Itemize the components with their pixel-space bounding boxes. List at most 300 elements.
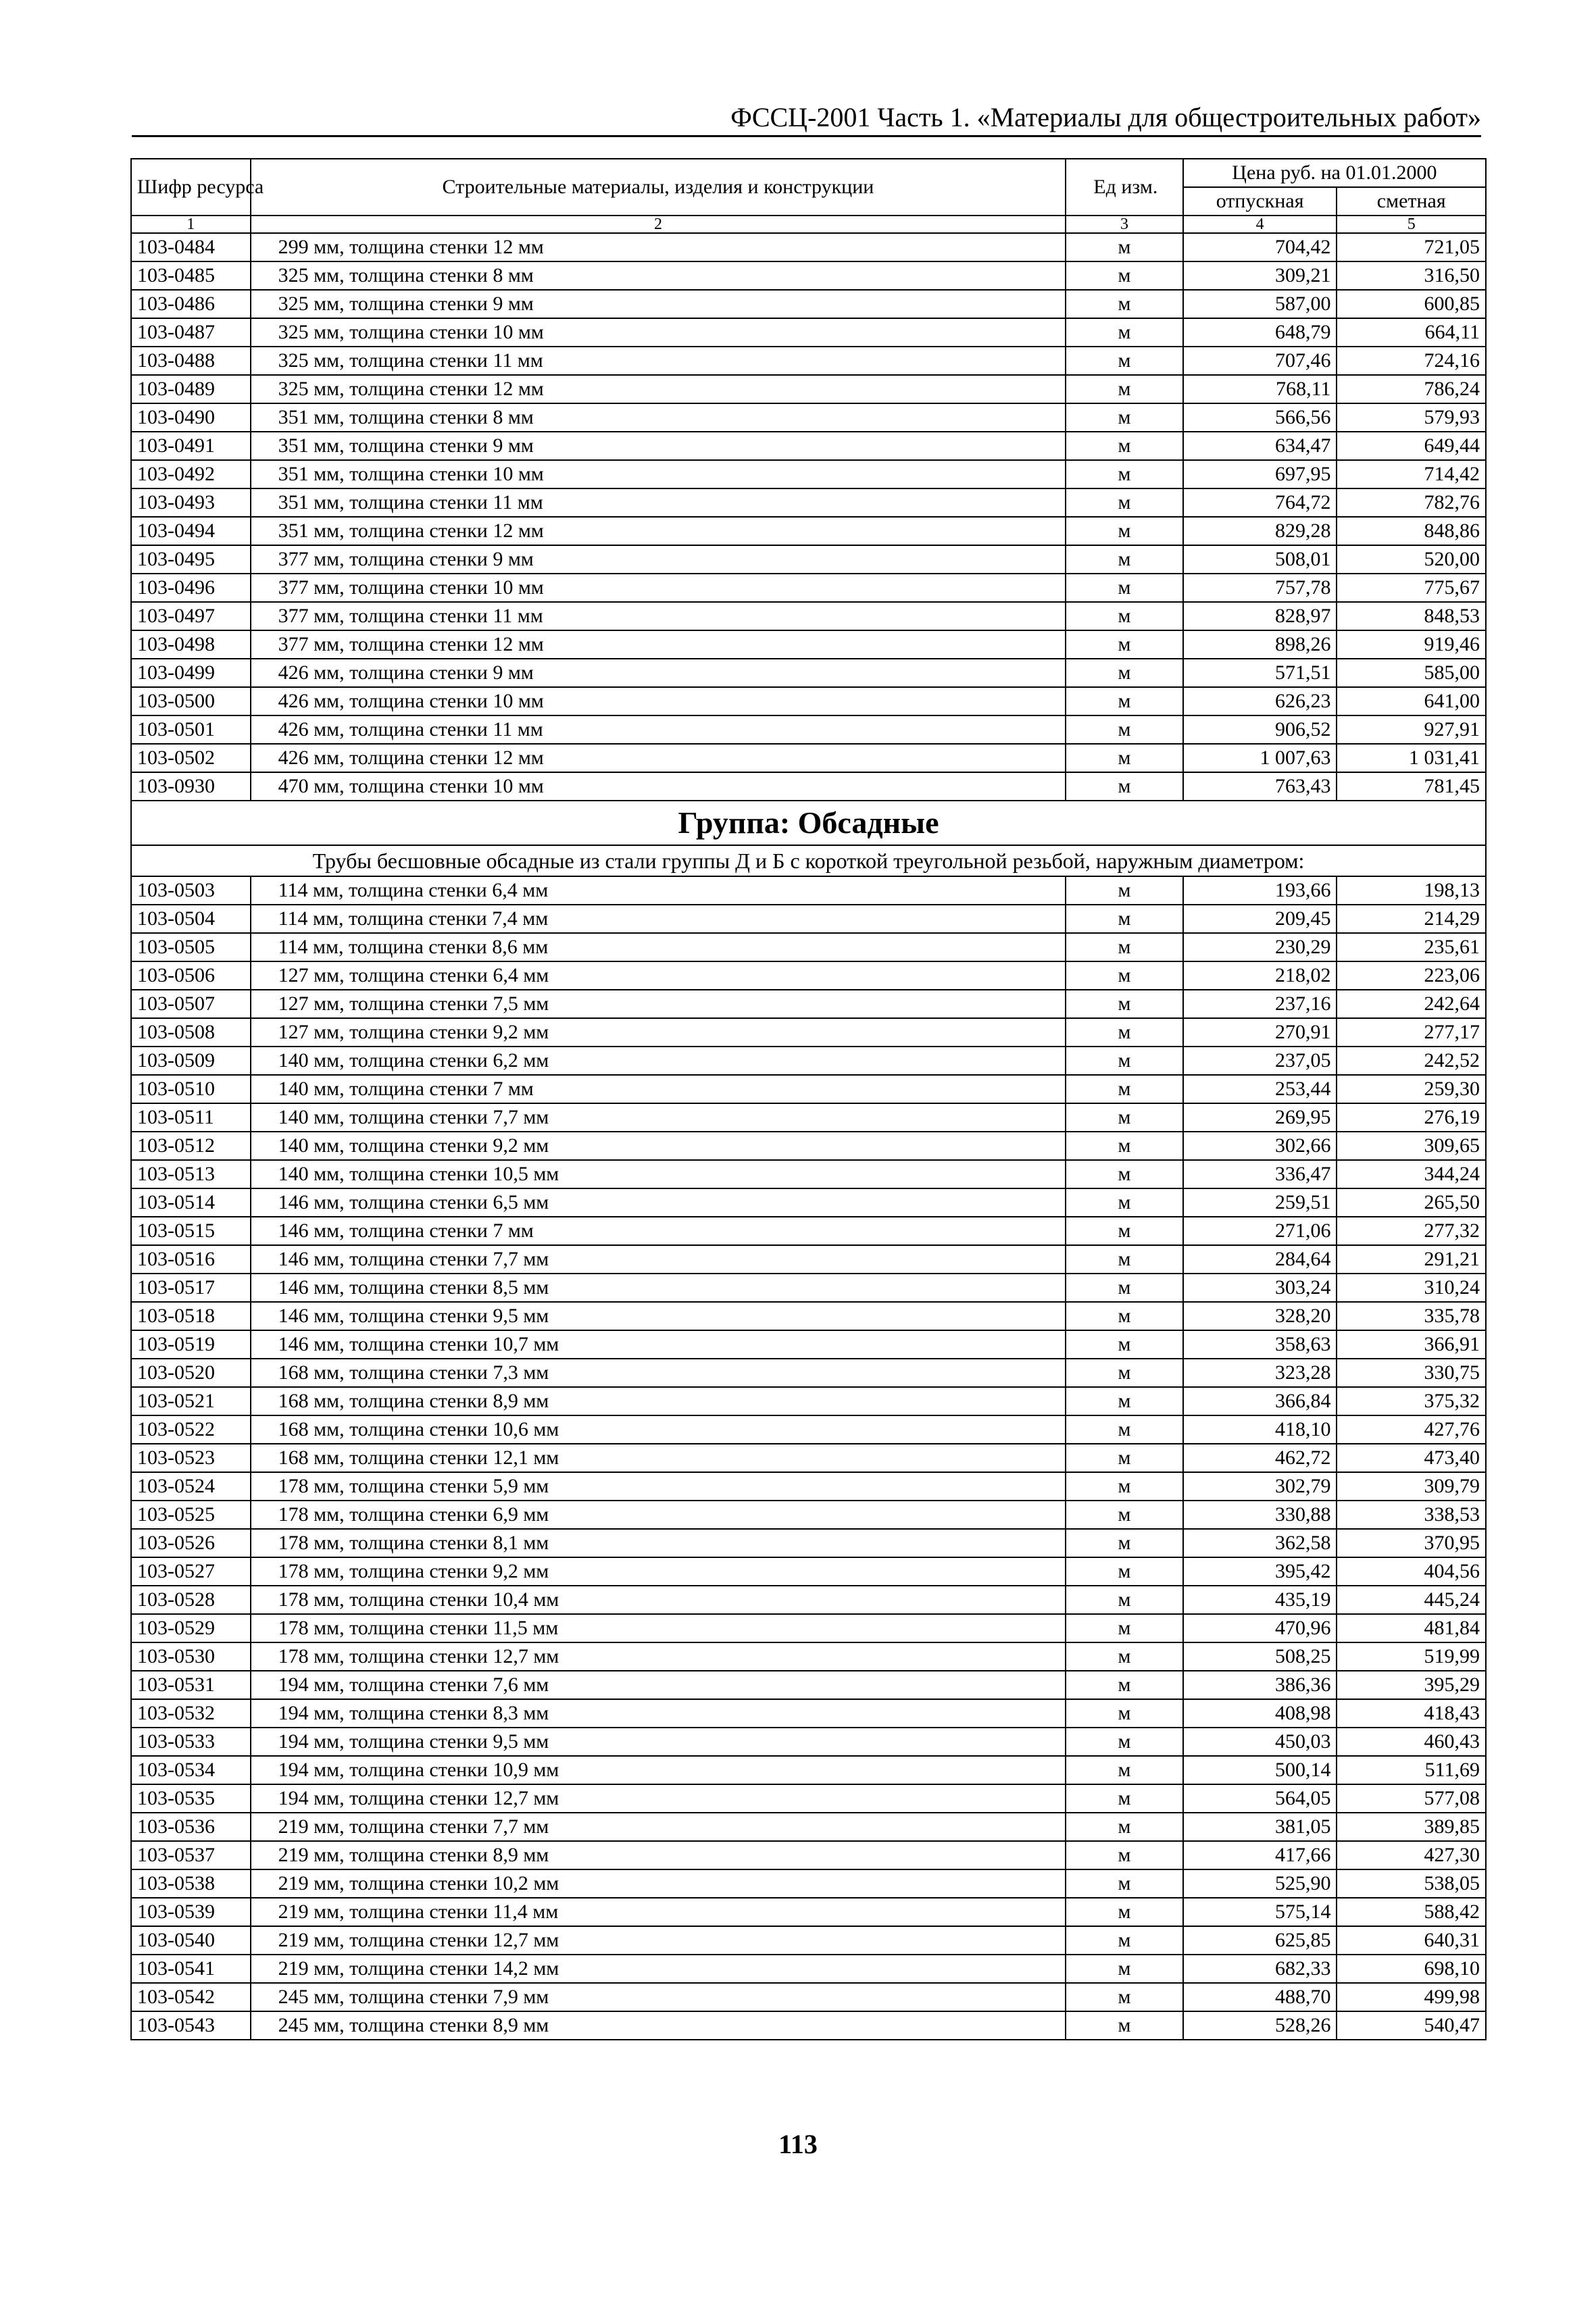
cell-unit: м	[1066, 318, 1183, 347]
cell-unit: м	[1066, 933, 1183, 961]
price-table	[130, 158, 1487, 2040]
cell-price-estimate: 641,00	[1337, 687, 1486, 715]
cell-code: 103-0521	[131, 1387, 251, 1415]
cell-unit: м	[1066, 1501, 1183, 1529]
cell-code: 103-0507	[131, 990, 251, 1018]
cell-unit: м	[1066, 1415, 1183, 1444]
cell-code: 103-0526	[131, 1529, 251, 1557]
cell-code: 103-0525	[131, 1501, 251, 1529]
cell-price-release: 898,26	[1183, 630, 1337, 659]
table-row	[131, 715, 1486, 744]
cell-code: 103-0539	[131, 1898, 251, 1926]
cell-price-release: 336,47	[1183, 1160, 1337, 1188]
cell-price-estimate: 782,76	[1337, 488, 1486, 517]
cell-price-estimate: 714,42	[1337, 460, 1486, 488]
cell-description: 146 мм, толщина стенки 7 мм	[251, 1217, 1066, 1245]
cell-unit: м	[1066, 1557, 1183, 1586]
cell-unit: м	[1066, 744, 1183, 772]
cell-code: 103-0501	[131, 715, 251, 744]
cell-description: 219 мм, толщина стенки 8,9 мм	[251, 1841, 1066, 1869]
cell-description: 178 мм, толщина стенки 5,9 мм	[251, 1472, 1066, 1501]
cell-code: 103-0495	[131, 545, 251, 574]
table-row	[131, 2011, 1486, 2040]
cell-price-release: 566,56	[1183, 403, 1337, 432]
cell-unit: м	[1066, 961, 1183, 990]
cell-price-estimate: 588,42	[1337, 1898, 1486, 1926]
cell-price-estimate: 335,78	[1337, 1302, 1486, 1330]
cell-code: 103-0533	[131, 1728, 251, 1756]
header-unit: Ед изм.	[1066, 159, 1183, 216]
table-row	[131, 1841, 1486, 1869]
cell-unit: м	[1066, 347, 1183, 375]
cell-description: 299 мм, толщина стенки 12 мм	[251, 233, 1066, 261]
cell-description: 426 мм, толщина стенки 9 мм	[251, 659, 1066, 687]
cell-unit: м	[1066, 1188, 1183, 1217]
cell-code: 103-0490	[131, 403, 251, 432]
cell-description: 146 мм, толщина стенки 6,5 мм	[251, 1188, 1066, 1217]
cell-price-estimate: 310,24	[1337, 1274, 1486, 1302]
cell-price-estimate: 427,30	[1337, 1841, 1486, 1869]
cell-price-release: 571,51	[1183, 659, 1337, 687]
cell-description: 194 мм, толщина стенки 7,6 мм	[251, 1671, 1066, 1699]
cell-price-estimate: 579,93	[1337, 403, 1486, 432]
cell-price-release: 764,72	[1183, 488, 1337, 517]
cell-description: 146 мм, толщина стенки 8,5 мм	[251, 1274, 1066, 1302]
table-row	[131, 1529, 1486, 1557]
table-row	[131, 1217, 1486, 1245]
table-row	[131, 1018, 1486, 1047]
cell-price-release: 381,05	[1183, 1813, 1337, 1841]
header-price-group: Цена руб. на 01.01.2000	[1183, 159, 1486, 187]
cell-price-release: 253,44	[1183, 1075, 1337, 1103]
cell-price-release: 587,00	[1183, 290, 1337, 318]
table-row	[131, 1671, 1486, 1699]
table-header	[131, 159, 1486, 233]
cell-price-release: 330,88	[1183, 1501, 1337, 1529]
cell-price-estimate: 309,65	[1337, 1132, 1486, 1160]
cell-price-release: 450,03	[1183, 1728, 1337, 1756]
cell-price-release: 323,28	[1183, 1359, 1337, 1387]
cell-price-release: 417,66	[1183, 1841, 1337, 1869]
cell-price-release: 362,58	[1183, 1529, 1337, 1557]
cell-code: 103-0502	[131, 744, 251, 772]
cell-description: 178 мм, толщина стенки 11,5 мм	[251, 1614, 1066, 1642]
cell-price-estimate: 418,43	[1337, 1699, 1486, 1728]
table-row	[131, 574, 1486, 602]
cell-description: 178 мм, толщина стенки 6,9 мм	[251, 1501, 1066, 1529]
table-row	[131, 1160, 1486, 1188]
cell-description: 146 мм, толщина стенки 10,7 мм	[251, 1330, 1066, 1359]
cell-price-estimate: 460,43	[1337, 1728, 1486, 1756]
table-row	[131, 1274, 1486, 1302]
cell-description: 168 мм, толщина стенки 7,3 мм	[251, 1359, 1066, 1387]
cell-unit: м	[1066, 715, 1183, 744]
cell-description: 127 мм, толщина стенки 7,5 мм	[251, 990, 1066, 1018]
table-row	[131, 1359, 1486, 1387]
cell-unit: м	[1066, 1614, 1183, 1642]
cell-price-estimate: 259,30	[1337, 1075, 1486, 1103]
cell-unit: м	[1066, 1103, 1183, 1132]
cell-unit: м	[1066, 375, 1183, 403]
table-row	[131, 602, 1486, 630]
table-row	[131, 659, 1486, 687]
cell-unit: м	[1066, 1047, 1183, 1075]
cell-code: 103-0530	[131, 1642, 251, 1671]
cell-price-estimate: 330,75	[1337, 1359, 1486, 1387]
cell-price-release: 768,11	[1183, 375, 1337, 403]
table-row	[131, 1415, 1486, 1444]
table-row	[131, 1898, 1486, 1926]
column-number: 5	[1337, 216, 1486, 233]
table-row	[131, 233, 1486, 261]
cell-description: 178 мм, толщина стенки 10,4 мм	[251, 1586, 1066, 1614]
cell-price-estimate: 721,05	[1337, 233, 1486, 261]
cell-description: 219 мм, толщина стенки 12,7 мм	[251, 1926, 1066, 1955]
cell-price-release: 525,90	[1183, 1869, 1337, 1898]
cell-price-estimate: 316,50	[1337, 261, 1486, 290]
table-row	[131, 1245, 1486, 1274]
cell-unit: м	[1066, 772, 1183, 801]
cell-unit: м	[1066, 1302, 1183, 1330]
cell-description: 140 мм, толщина стенки 7 мм	[251, 1075, 1066, 1103]
table-row	[131, 1926, 1486, 1955]
table-row	[131, 261, 1486, 290]
cell-price-estimate: 649,44	[1337, 432, 1486, 460]
cell-unit: м	[1066, 1160, 1183, 1188]
cell-code: 103-0492	[131, 460, 251, 488]
subgroup-row	[131, 845, 1486, 876]
table-row	[131, 1132, 1486, 1160]
cell-description: 140 мм, толщина стенки 7,7 мм	[251, 1103, 1066, 1132]
cell-unit: м	[1066, 876, 1183, 905]
cell-description: 351 мм, толщина стенки 8 мм	[251, 403, 1066, 432]
cell-description: 219 мм, толщина стенки 10,2 мм	[251, 1869, 1066, 1898]
cell-code: 103-0498	[131, 630, 251, 659]
cell-price-estimate: 538,05	[1337, 1869, 1486, 1898]
cell-price-release: 230,29	[1183, 933, 1337, 961]
cell-code: 103-0527	[131, 1557, 251, 1586]
cell-unit: м	[1066, 1018, 1183, 1047]
cell-description: 245 мм, толщина стенки 7,9 мм	[251, 1983, 1066, 2011]
table-row	[131, 488, 1486, 517]
cell-price-estimate: 198,13	[1337, 876, 1486, 905]
cell-description: 168 мм, толщина стенки 8,9 мм	[251, 1387, 1066, 1415]
cell-description: 325 мм, толщина стенки 11 мм	[251, 347, 1066, 375]
cell-description: 114 мм, толщина стенки 7,4 мм	[251, 905, 1066, 933]
cell-code: 103-0538	[131, 1869, 251, 1898]
table-row	[131, 1699, 1486, 1728]
cell-unit: м	[1066, 1132, 1183, 1160]
cell-price-release: 284,64	[1183, 1245, 1337, 1274]
cell-code: 103-0511	[131, 1103, 251, 1132]
cell-price-estimate: 473,40	[1337, 1444, 1486, 1472]
cell-description: 140 мм, толщина стенки 10,5 мм	[251, 1160, 1066, 1188]
table-row	[131, 876, 1486, 905]
table-row	[131, 1075, 1486, 1103]
cell-code: 103-0520	[131, 1359, 251, 1387]
cell-unit: м	[1066, 1245, 1183, 1274]
cell-price-release: 575,14	[1183, 1898, 1337, 1926]
cell-code: 103-0497	[131, 602, 251, 630]
cell-code: 103-0536	[131, 1813, 251, 1841]
cell-unit: м	[1066, 905, 1183, 933]
table-row	[131, 1188, 1486, 1217]
cell-code: 103-0503	[131, 876, 251, 905]
table-row	[131, 432, 1486, 460]
cell-unit: м	[1066, 1926, 1183, 1955]
cell-code: 103-0496	[131, 574, 251, 602]
cell-price-estimate: 370,95	[1337, 1529, 1486, 1557]
table-row	[131, 1103, 1486, 1132]
cell-description: 219 мм, толщина стенки 7,7 мм	[251, 1813, 1066, 1841]
cell-unit: м	[1066, 1671, 1183, 1699]
cell-price-release: 648,79	[1183, 318, 1337, 347]
cell-unit: м	[1066, 1586, 1183, 1614]
cell-price-estimate: 1 031,41	[1337, 744, 1486, 772]
cell-price-release: 418,10	[1183, 1415, 1337, 1444]
cell-code: 103-0519	[131, 1330, 251, 1359]
table-row	[131, 517, 1486, 545]
cell-code: 103-0504	[131, 905, 251, 933]
cell-unit: м	[1066, 517, 1183, 545]
header-materials: Строительные материалы, изделия и конструкции	[251, 159, 1066, 216]
cell-code: 103-0534	[131, 1756, 251, 1784]
cell-price-estimate: 499,98	[1337, 1983, 1486, 2011]
cell-code: 103-0486	[131, 290, 251, 318]
cell-description: 178 мм, толщина стенки 12,7 мм	[251, 1642, 1066, 1671]
column-number-row	[131, 216, 1486, 233]
table-row	[131, 961, 1486, 990]
cell-description: 194 мм, толщина стенки 10,9 мм	[251, 1756, 1066, 1784]
cell-price-release: 408,98	[1183, 1699, 1337, 1728]
cell-code: 103-0494	[131, 517, 251, 545]
cell-unit: м	[1066, 1898, 1183, 1926]
header-code: Шифр ресурса	[131, 159, 251, 216]
cell-unit: м	[1066, 1529, 1183, 1557]
cell-unit: м	[1066, 2011, 1183, 2040]
cell-price-release: 366,84	[1183, 1387, 1337, 1415]
table-row	[131, 545, 1486, 574]
cell-code: 103-0522	[131, 1415, 251, 1444]
cell-unit: м	[1066, 1330, 1183, 1359]
cell-code: 103-0532	[131, 1699, 251, 1728]
cell-unit: м	[1066, 1699, 1183, 1728]
cell-price-release: 508,01	[1183, 545, 1337, 574]
cell-description: 351 мм, толщина стенки 10 мм	[251, 460, 1066, 488]
cell-price-release: 488,70	[1183, 1983, 1337, 2011]
cell-price-release: 209,45	[1183, 905, 1337, 933]
cell-unit: м	[1066, 1075, 1183, 1103]
table-row	[131, 687, 1486, 715]
cell-price-release: 470,96	[1183, 1614, 1337, 1642]
cell-unit: м	[1066, 460, 1183, 488]
cell-code: 103-0515	[131, 1217, 251, 1245]
table-row	[131, 1586, 1486, 1614]
cell-description: 377 мм, толщина стенки 9 мм	[251, 545, 1066, 574]
cell-unit: м	[1066, 1955, 1183, 1983]
cell-code: 103-0535	[131, 1784, 251, 1813]
cell-price-release: 271,06	[1183, 1217, 1337, 1245]
cell-code: 103-0505	[131, 933, 251, 961]
table-row	[131, 1728, 1486, 1756]
table-row	[131, 1614, 1486, 1642]
cell-description: 470 мм, толщина стенки 10 мм	[251, 772, 1066, 801]
cell-price-release: 237,16	[1183, 990, 1337, 1018]
cell-price-release: 218,02	[1183, 961, 1337, 990]
cell-code: 103-0542	[131, 1983, 251, 2011]
table-row	[131, 933, 1486, 961]
cell-price-estimate: 724,16	[1337, 347, 1486, 375]
column-number: 2	[251, 216, 1066, 233]
cell-price-release: 682,33	[1183, 1955, 1337, 1983]
cell-description: 426 мм, толщина стенки 11 мм	[251, 715, 1066, 744]
cell-price-estimate: 540,47	[1337, 2011, 1486, 2040]
cell-price-estimate: 664,11	[1337, 318, 1486, 347]
cell-description: 351 мм, толщина стенки 9 мм	[251, 432, 1066, 460]
table-row	[131, 375, 1486, 403]
cell-code: 103-0493	[131, 488, 251, 517]
cell-description: 377 мм, толщина стенки 10 мм	[251, 574, 1066, 602]
cell-description: 325 мм, толщина стенки 9 мм	[251, 290, 1066, 318]
cell-unit: м	[1066, 1841, 1183, 1869]
cell-unit: м	[1066, 432, 1183, 460]
cell-price-estimate: 520,00	[1337, 545, 1486, 574]
table-row	[131, 905, 1486, 933]
cell-code: 103-0508	[131, 1018, 251, 1047]
cell-price-estimate: 640,31	[1337, 1926, 1486, 1955]
cell-description: 194 мм, толщина стенки 12,7 мм	[251, 1784, 1066, 1813]
cell-price-release: 303,24	[1183, 1274, 1337, 1302]
table-row	[131, 1869, 1486, 1898]
cell-price-estimate: 600,85	[1337, 290, 1486, 318]
cell-code: 103-0499	[131, 659, 251, 687]
cell-unit: м	[1066, 261, 1183, 290]
cell-description: 426 мм, толщина стенки 10 мм	[251, 687, 1066, 715]
table-row	[131, 1472, 1486, 1501]
cell-price-estimate: 389,85	[1337, 1813, 1486, 1841]
cell-description: 219 мм, толщина стенки 14,2 мм	[251, 1955, 1066, 1983]
cell-unit: м	[1066, 990, 1183, 1018]
cell-price-release: 528,26	[1183, 2011, 1337, 2040]
cell-price-release: 906,52	[1183, 715, 1337, 744]
cell-code: 103-0510	[131, 1075, 251, 1103]
cell-code: 103-0518	[131, 1302, 251, 1330]
cell-description: 140 мм, толщина стенки 6,2 мм	[251, 1047, 1066, 1075]
cell-code: 103-0488	[131, 347, 251, 375]
cell-description: 178 мм, толщина стенки 8,1 мм	[251, 1529, 1066, 1557]
cell-price-release: 302,79	[1183, 1472, 1337, 1501]
cell-price-release: 757,78	[1183, 574, 1337, 602]
table-row	[131, 318, 1486, 347]
cell-price-estimate: 577,08	[1337, 1784, 1486, 1813]
cell-unit: м	[1066, 1813, 1183, 1841]
cell-description: 351 мм, толщина стенки 12 мм	[251, 517, 1066, 545]
cell-unit: м	[1066, 1756, 1183, 1784]
cell-price-estimate: 927,91	[1337, 715, 1486, 744]
cell-price-release: 237,05	[1183, 1047, 1337, 1075]
cell-description: 377 мм, толщина стенки 11 мм	[251, 602, 1066, 630]
cell-price-release: 500,14	[1183, 1756, 1337, 1784]
header-price-estimate: сметная	[1337, 187, 1486, 216]
cell-description: 114 мм, толщина стенки 8,6 мм	[251, 933, 1066, 961]
cell-description: 127 мм, толщина стенки 6,4 мм	[251, 961, 1066, 990]
cell-code: 103-0513	[131, 1160, 251, 1188]
cell-price-estimate: 235,61	[1337, 933, 1486, 961]
cell-description: 325 мм, толщина стенки 10 мм	[251, 318, 1066, 347]
cell-code: 103-0528	[131, 1586, 251, 1614]
cell-price-estimate: 277,17	[1337, 1018, 1486, 1047]
cell-price-release: 697,95	[1183, 460, 1337, 488]
cell-price-release: 259,51	[1183, 1188, 1337, 1217]
cell-price-estimate: 919,46	[1337, 630, 1486, 659]
cell-code: 103-0484	[131, 233, 251, 261]
cell-description: 127 мм, толщина стенки 9,2 мм	[251, 1018, 1066, 1047]
cell-price-estimate: 291,21	[1337, 1245, 1486, 1274]
cell-price-release: 193,66	[1183, 876, 1337, 905]
cell-price-estimate: 395,29	[1337, 1671, 1486, 1699]
cell-description: 178 мм, толщина стенки 9,2 мм	[251, 1557, 1066, 1586]
cell-price-estimate: 585,00	[1337, 659, 1486, 687]
cell-unit: м	[1066, 1784, 1183, 1813]
table-row	[131, 1444, 1486, 1472]
cell-code: 103-0506	[131, 961, 251, 990]
table-row	[131, 460, 1486, 488]
group-row	[131, 801, 1486, 845]
cell-unit: м	[1066, 1642, 1183, 1671]
table-row	[131, 1955, 1486, 1983]
cell-code: 103-0489	[131, 375, 251, 403]
cell-price-estimate: 242,52	[1337, 1047, 1486, 1075]
cell-price-estimate: 427,76	[1337, 1415, 1486, 1444]
cell-price-estimate: 511,69	[1337, 1756, 1486, 1784]
table-row	[131, 1983, 1486, 2011]
table-row	[131, 1302, 1486, 1330]
cell-description: 377 мм, толщина стенки 12 мм	[251, 630, 1066, 659]
table-row	[131, 744, 1486, 772]
cell-description: 114 мм, толщина стенки 6,4 мм	[251, 876, 1066, 905]
cell-price-release: 435,19	[1183, 1586, 1337, 1614]
cell-unit: м	[1066, 1217, 1183, 1245]
cell-unit: м	[1066, 488, 1183, 517]
cell-price-estimate: 781,45	[1337, 772, 1486, 801]
table-row	[131, 1784, 1486, 1813]
cell-price-estimate: 214,29	[1337, 905, 1486, 933]
table-row	[131, 772, 1486, 801]
cell-price-release: 829,28	[1183, 517, 1337, 545]
cell-price-estimate: 848,86	[1337, 517, 1486, 545]
table-row	[131, 1642, 1486, 1671]
cell-unit: м	[1066, 659, 1183, 687]
cell-price-estimate: 848,53	[1337, 602, 1486, 630]
cell-price-release: 269,95	[1183, 1103, 1337, 1132]
cell-code: 103-0524	[131, 1472, 251, 1501]
column-number: 1	[131, 216, 251, 233]
cell-unit: м	[1066, 687, 1183, 715]
cell-unit: м	[1066, 1444, 1183, 1472]
cell-unit: м	[1066, 1983, 1183, 2011]
page-number: 113	[778, 2129, 818, 2159]
cell-price-estimate: 786,24	[1337, 375, 1486, 403]
cell-code: 103-0485	[131, 261, 251, 290]
cell-price-release: 309,21	[1183, 261, 1337, 290]
cell-price-release: 328,20	[1183, 1302, 1337, 1330]
cell-description: 168 мм, толщина стенки 12,1 мм	[251, 1444, 1066, 1472]
cell-price-release: 634,47	[1183, 432, 1337, 460]
table-row	[131, 1813, 1486, 1841]
cell-price-release: 828,97	[1183, 602, 1337, 630]
cell-price-estimate: 338,53	[1337, 1501, 1486, 1529]
cell-unit: м	[1066, 403, 1183, 432]
